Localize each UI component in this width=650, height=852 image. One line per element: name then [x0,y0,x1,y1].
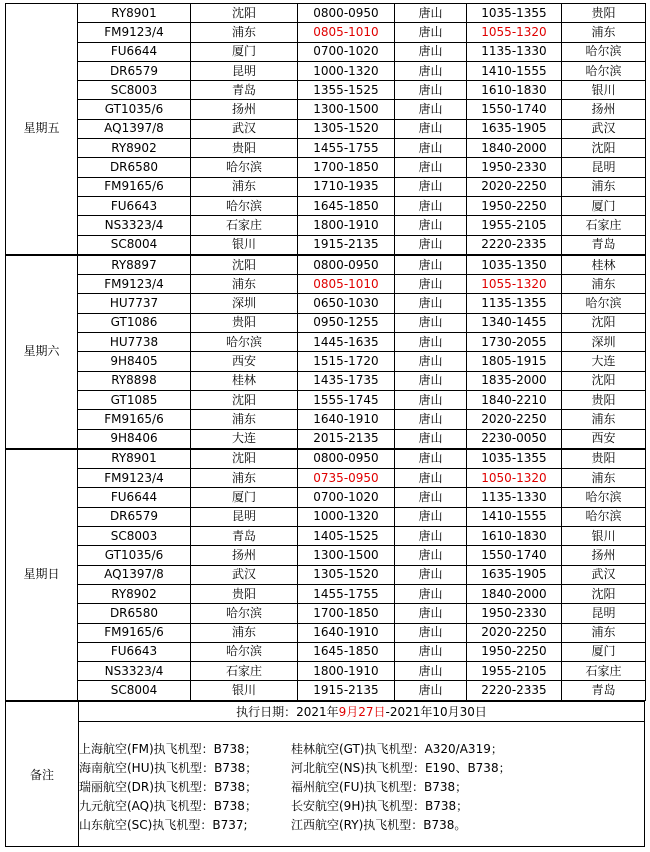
second-leg-time: 1550-1740 [467,546,562,565]
date-prefix: 执行日期：2021年 [236,705,339,719]
flight-number: SC8003 [78,81,191,100]
destination-city: 桂林 [562,255,646,275]
origin-city: 武汉 [191,119,298,138]
table-row [6,23,646,42]
destination-city: 浦东 [562,623,646,642]
stopover-city: 唐山 [395,177,467,196]
origin-city: 浦东 [191,275,298,294]
first-leg-time: 1305-1520 [298,119,395,138]
origin-city: 厦门 [191,488,298,507]
aircraft-row [79,740,644,759]
flight-number: RY8898 [78,371,191,390]
second-leg-time: 1840-2000 [467,139,562,158]
stopover-city: 唐山 [395,623,467,642]
table-row [6,81,646,100]
second-leg-time: 1840-2210 [467,390,562,409]
origin-city: 厦门 [191,42,298,61]
flight-number: RY8901 [78,4,191,23]
origin-city: 贵阳 [191,584,298,603]
aircraft-entry: 长安航空(9H)执飞机型：B738； [291,799,469,813]
destination-city: 哈尔滨 [562,488,646,507]
flight-number: SC8003 [78,527,191,546]
flight-number: FM9165/6 [78,177,191,196]
destination-city: 沈阳 [562,313,646,332]
aircraft-entry: 九元航空(AQ)执飞机型：B738； [79,799,257,813]
table-row [6,410,646,429]
date-highlight: 9月27日 [338,705,386,719]
date-suffix: -2021年10月30日 [385,705,487,719]
flight-number: GT1035/6 [78,100,191,119]
destination-city: 哈尔滨 [562,42,646,61]
flight-number: FU6643 [78,642,191,661]
first-leg-time: 0700-1020 [298,488,395,507]
second-leg-time: 1950-2250 [467,196,562,215]
first-leg-time: 1435-1735 [298,371,395,390]
first-leg-time: 1915-2135 [298,681,395,700]
second-leg-time: 1955-2105 [467,216,562,235]
stopover-city: 唐山 [395,23,467,42]
destination-city: 扬州 [562,100,646,119]
second-leg-time: 1035-1350 [467,255,562,275]
execution-date [79,701,645,722]
origin-city: 石家庄 [191,216,298,235]
aircraft-row [79,797,644,816]
destination-city: 沈阳 [562,584,646,603]
destination-city: 武汉 [562,565,646,584]
origin-city: 西安 [191,352,298,371]
destination-city: 银川 [562,81,646,100]
destination-city: 浦东 [562,410,646,429]
origin-city: 沈阳 [191,4,298,23]
destination-city: 厦门 [562,196,646,215]
table-row [6,235,646,255]
first-leg-time: 1000-1320 [298,507,395,526]
origin-city: 浦东 [191,623,298,642]
stopover-city: 唐山 [395,4,467,23]
first-leg-time: 1445-1635 [298,333,395,352]
stopover-city: 唐山 [395,216,467,235]
destination-city: 哈尔滨 [562,294,646,313]
first-leg-time: 1300-1500 [298,546,395,565]
table-row [6,527,646,546]
flight-number: DR6580 [78,158,191,177]
table-row [6,584,646,603]
destination-city: 西安 [562,429,646,449]
flight-number: FM9123/4 [78,23,191,42]
flight-schedule-table [5,3,646,701]
origin-city: 武汉 [191,565,298,584]
flight-number: FU6644 [78,42,191,61]
flight-number: DR6579 [78,507,191,526]
second-leg-time: 1835-2000 [467,371,562,390]
stopover-city: 唐山 [395,294,467,313]
origin-city: 青岛 [191,81,298,100]
second-leg-time: 2020-2250 [467,623,562,642]
day-label: 星期日 [6,449,78,700]
stopover-city: 唐山 [395,119,467,138]
stopover-city: 唐山 [395,449,467,469]
destination-city: 武汉 [562,119,646,138]
stopover-city: 唐山 [395,158,467,177]
destination-city: 哈尔滨 [562,507,646,526]
table-row [6,681,646,700]
first-leg-time: 1455-1755 [298,584,395,603]
aircraft-row [79,778,644,797]
stopover-city: 唐山 [395,139,467,158]
second-leg-time: 2220-2335 [467,681,562,700]
aircraft-types [79,722,645,847]
stopover-city: 唐山 [395,313,467,332]
stopover-city: 唐山 [395,333,467,352]
flight-number: RY8897 [78,255,191,275]
table-row [6,662,646,681]
day-label: 星期五 [6,4,78,255]
destination-city: 浦东 [562,275,646,294]
flight-number: RY8902 [78,139,191,158]
flight-number: AQ1397/8 [78,565,191,584]
stopover-city: 唐山 [395,642,467,661]
destination-city: 青岛 [562,681,646,700]
first-leg-time: 1640-1910 [298,410,395,429]
table-row [6,294,646,313]
aircraft-entry: 河北航空(NS)执飞机型：E190、B738； [291,761,511,775]
origin-city: 贵阳 [191,139,298,158]
stopover-city: 唐山 [395,275,467,294]
flight-number: AQ1397/8 [78,119,191,138]
second-leg-time: 2020-2250 [467,177,562,196]
destination-city: 贵阳 [562,449,646,469]
stopover-city: 唐山 [395,429,467,449]
first-leg-time: 0800-0950 [298,449,395,469]
destination-city: 石家庄 [562,216,646,235]
origin-city: 桂林 [191,371,298,390]
origin-city: 沈阳 [191,255,298,275]
flight-number: FM9165/6 [78,410,191,429]
origin-city: 深圳 [191,294,298,313]
table-row [6,546,646,565]
destination-city: 深圳 [562,333,646,352]
destination-city: 厦门 [562,642,646,661]
first-leg-time: 1700-1850 [298,158,395,177]
origin-city: 哈尔滨 [191,158,298,177]
table-row [6,469,646,488]
second-leg-time: 1635-1905 [467,565,562,584]
destination-city: 浦东 [562,469,646,488]
flight-number: SC8004 [78,681,191,700]
table-row [6,429,646,449]
flight-number: NS3323/4 [78,662,191,681]
table-row [6,177,646,196]
origin-city: 大连 [191,429,298,449]
origin-city: 浦东 [191,469,298,488]
first-leg-time: 1515-1720 [298,352,395,371]
aircraft-entry: 福州航空(FU)执飞机型：B738； [291,780,468,794]
destination-city: 沈阳 [562,371,646,390]
origin-city: 浦东 [191,177,298,196]
first-leg-time: 0800-0950 [298,4,395,23]
table-row [6,371,646,390]
flight-number: FM9123/4 [78,275,191,294]
table-row [6,216,646,235]
destination-city: 石家庄 [562,662,646,681]
flight-number: FU6643 [78,196,191,215]
first-leg-time: 1355-1525 [298,81,395,100]
table-row [6,139,646,158]
flight-number: DR6580 [78,604,191,623]
destination-city: 贵阳 [562,4,646,23]
stopover-city: 唐山 [395,352,467,371]
destination-city: 昆明 [562,604,646,623]
second-leg-time: 1950-2330 [467,158,562,177]
first-leg-time: 1405-1525 [298,527,395,546]
origin-city: 沈阳 [191,390,298,409]
stopover-city: 唐山 [395,527,467,546]
table-row [6,158,646,177]
stopover-city: 唐山 [395,255,467,275]
stopover-city: 唐山 [395,100,467,119]
origin-city: 哈尔滨 [191,642,298,661]
second-leg-time: 1955-2105 [467,662,562,681]
origin-city: 哈尔滨 [191,604,298,623]
table-row [6,642,646,661]
schedule-body [6,4,646,701]
table-row [6,352,646,371]
destination-city: 沈阳 [562,139,646,158]
second-leg-time: 1610-1830 [467,527,562,546]
destination-city: 昆明 [562,158,646,177]
flight-number: FM9123/4 [78,469,191,488]
first-leg-time: 1640-1910 [298,623,395,642]
aircraft-entry: 瑞丽航空(DR)执飞机型：B738； [79,780,258,794]
second-leg-time: 1035-1355 [467,4,562,23]
origin-city: 沈阳 [191,449,298,469]
table-row [6,119,646,138]
stopover-city: 唐山 [395,410,467,429]
origin-city: 银川 [191,681,298,700]
origin-city: 石家庄 [191,662,298,681]
aircraft-list [79,740,644,835]
first-leg-time: 0800-0950 [298,255,395,275]
aircraft-entry: 山东航空(SC)执飞机型：B737; [79,818,248,832]
flight-number: DR6579 [78,61,191,80]
stopover-city: 唐山 [395,584,467,603]
first-leg-time: 0700-1020 [298,42,395,61]
flight-number: RY8901 [78,449,191,469]
origin-city: 昆明 [191,507,298,526]
destination-city: 浦东 [562,23,646,42]
second-leg-time: 1410-1555 [467,61,562,80]
second-leg-time: 1950-2250 [467,642,562,661]
second-leg-time: 1135-1330 [467,488,562,507]
first-leg-time: 0950-1255 [298,313,395,332]
first-leg-time: 1800-1910 [298,662,395,681]
day-label: 星期六 [6,255,78,449]
table-row [6,449,646,469]
flight-number: FU6644 [78,488,191,507]
second-leg-time: 1635-1905 [467,119,562,138]
first-leg-time: 0650-1030 [298,294,395,313]
aircraft-entry: 桂林航空(GT)执飞机型：A320/A319； [291,742,503,756]
table-row [6,100,646,119]
destination-city: 浦东 [562,177,646,196]
first-leg-time: 0735-0950 [298,469,395,488]
first-leg-time: 1300-1500 [298,100,395,119]
second-leg-time: 1730-2055 [467,333,562,352]
table-row [6,565,646,584]
stopover-city: 唐山 [395,604,467,623]
table-row [6,604,646,623]
flight-number: HU7737 [78,294,191,313]
stopover-city: 唐山 [395,196,467,215]
flight-number: HU7738 [78,333,191,352]
flight-number: GT1086 [78,313,191,332]
second-leg-time: 1055-1320 [467,275,562,294]
second-leg-time: 1805-1915 [467,352,562,371]
stopover-city: 唐山 [395,488,467,507]
second-leg-time: 1340-1455 [467,313,562,332]
aircraft-spacer [79,722,644,740]
destination-city: 贵阳 [562,390,646,409]
flight-number: SC8004 [78,235,191,255]
first-leg-time: 0805-1010 [298,23,395,42]
second-leg-time: 1550-1740 [467,100,562,119]
first-leg-time: 1710-1935 [298,177,395,196]
second-leg-time: 2230-0050 [467,429,562,449]
origin-city: 昆明 [191,61,298,80]
table-row [6,61,646,80]
second-leg-time: 1055-1320 [467,23,562,42]
stopover-city: 唐山 [395,81,467,100]
first-leg-time: 1915-2135 [298,235,395,255]
second-leg-time: 1035-1355 [467,449,562,469]
flight-number: GT1035/6 [78,546,191,565]
first-leg-time: 1800-1910 [298,216,395,235]
stopover-city: 唐山 [395,390,467,409]
first-leg-time: 1645-1850 [298,196,395,215]
table-row [6,4,646,23]
first-leg-time: 1645-1850 [298,642,395,661]
table-row [6,255,646,275]
table-row [6,390,646,409]
first-leg-time: 2015-2135 [298,429,395,449]
stopover-city: 唐山 [395,565,467,584]
origin-city: 哈尔滨 [191,333,298,352]
table-row [6,333,646,352]
aircraft-entry: 江西航空(RY)执飞机型：B738。 [291,818,467,832]
origin-city: 浦东 [191,410,298,429]
second-leg-time: 1950-2330 [467,604,562,623]
first-leg-time: 1455-1755 [298,139,395,158]
aircraft-entry: 上海航空(FM)执飞机型：B738； [79,742,257,756]
table-row [6,313,646,332]
destination-city: 青岛 [562,235,646,255]
table-row [6,623,646,642]
flight-number: 9H8406 [78,429,191,449]
destination-city: 银川 [562,527,646,546]
second-leg-time: 2020-2250 [467,410,562,429]
flight-number: NS3323/4 [78,216,191,235]
first-leg-time: 1000-1320 [298,61,395,80]
table-row [6,42,646,61]
stopover-city: 唐山 [395,662,467,681]
notes-section [5,700,645,847]
second-leg-time: 1610-1830 [467,81,562,100]
first-leg-time: 1555-1745 [298,390,395,409]
table-row [6,488,646,507]
origin-city: 浦东 [191,23,298,42]
stopover-city: 唐山 [395,507,467,526]
table-row [6,275,646,294]
table-row [6,507,646,526]
origin-city: 青岛 [191,527,298,546]
origin-city: 扬州 [191,100,298,119]
stopover-city: 唐山 [395,546,467,565]
stopover-city: 唐山 [395,681,467,700]
flight-number: 9H8405 [78,352,191,371]
notes-label: 备注 [6,701,79,847]
origin-city: 贵阳 [191,313,298,332]
flight-number: FM9165/6 [78,623,191,642]
aircraft-entry: 海南航空(HU)执飞机型：B738； [79,761,258,775]
aircraft-row [79,816,644,835]
stopover-city: 唐山 [395,42,467,61]
first-leg-time: 1305-1520 [298,565,395,584]
second-leg-time: 1135-1330 [467,42,562,61]
stopover-city: 唐山 [395,235,467,255]
second-leg-time: 1135-1355 [467,294,562,313]
second-leg-time: 1050-1320 [467,469,562,488]
destination-city: 哈尔滨 [562,61,646,80]
second-leg-time: 2220-2335 [467,235,562,255]
second-leg-time: 1840-2000 [467,584,562,603]
first-leg-time: 0805-1010 [298,275,395,294]
second-leg-time: 1410-1555 [467,507,562,526]
flight-number: RY8902 [78,584,191,603]
destination-city: 扬州 [562,546,646,565]
stopover-city: 唐山 [395,469,467,488]
stopover-city: 唐山 [395,371,467,390]
destination-city: 大连 [562,352,646,371]
aircraft-row [79,759,644,778]
first-leg-time: 1700-1850 [298,604,395,623]
stopover-city: 唐山 [395,61,467,80]
origin-city: 扬州 [191,546,298,565]
table-row [6,196,646,215]
flight-number: GT1085 [78,390,191,409]
origin-city: 哈尔滨 [191,196,298,215]
origin-city: 银川 [191,235,298,255]
